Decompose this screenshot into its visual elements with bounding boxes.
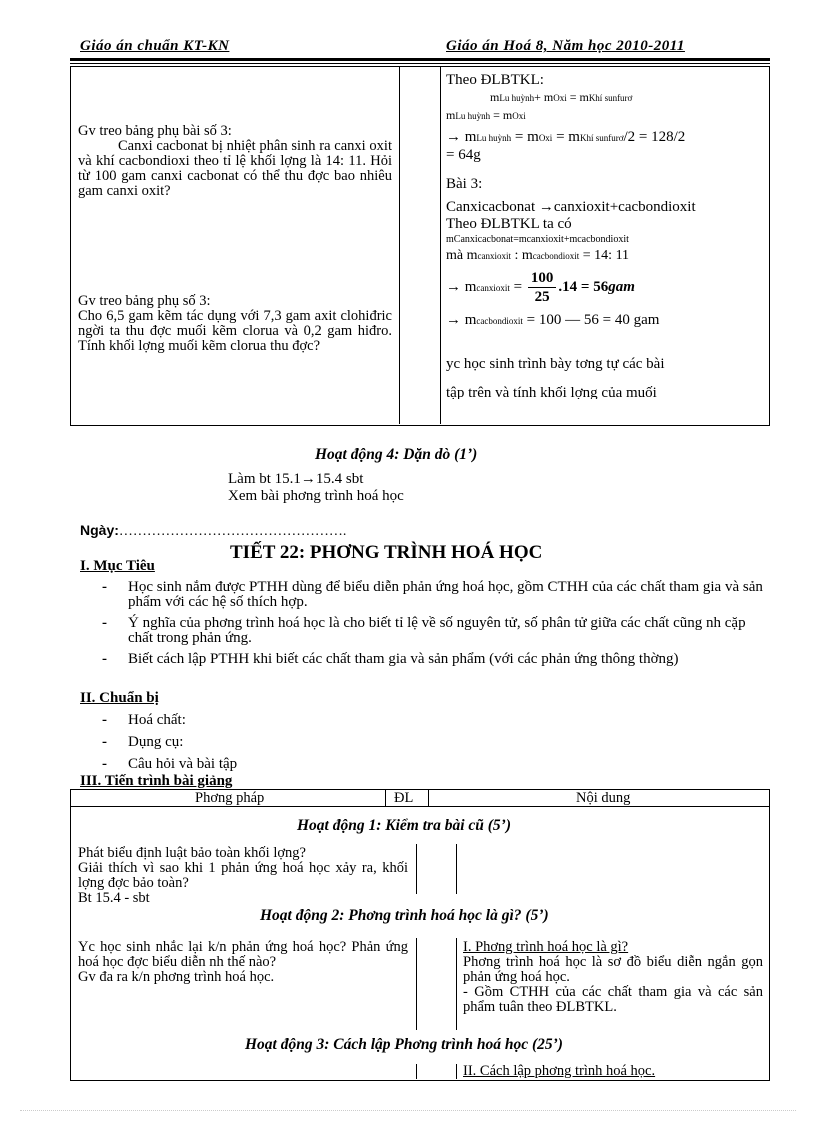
list-item: - Biết cách lập PTHH khi biết các chất tham gia và sản phẩm (với các phản ứng thông thờng) (102, 651, 679, 667)
hd2-right: I. Phơng trình hoá học là gì? Phơng trình hoá học là sơ đồ biểu diễn ngắn gọn phản ứng hoá học. - Gồm CTHH của các chất tham gia và các sản phẩm tuân theo ĐLBTKL. (463, 939, 763, 1015)
fraction: $\frac{100}{25}$ (528, 269, 557, 306)
list-item: - Ý nghĩa của phơng trình hoá học là cho biết tỉ lệ về số nguyên tử, số phân tử giữa các chất cũng nh cặp chất trong phản ứng. (102, 615, 746, 646)
hd1-content: Phát biểu định luật bảo toàn khối lợng? Giải thích vì sao khi 1 phản ứng hoá học xảy ra, khối lợng đợc bảo toàn? Bt 15.4 - sbt (78, 845, 408, 906)
top-table-divider-2 (440, 66, 441, 424)
header-rule-thin (70, 63, 770, 64)
list-item: - Học sinh nắm được PTHH dùng để biểu diễn phản ứng hoá học, gồm CTHH của các chất tham gia và sản phẩm với các hệ số thích hợp. (102, 579, 763, 610)
mass-result: = 64g (446, 147, 481, 163)
muc-tieu-list (102, 579, 768, 667)
hd2-left: Yc học sinh nhắc lại k/n phản ứng hoá học? Phản ứng hoá học đợc biểu diễn nh thế nào? Gv đa ra k/n phơng trình hoá học. (78, 939, 408, 985)
top-table-divider-1 (399, 66, 400, 424)
question-2 (78, 294, 392, 354)
list-item: - Dụng cụ: (102, 734, 184, 750)
hd1-divider-1 (416, 844, 417, 894)
header-right: Giáo án Hoá 8, Năm học 2010-2011 (446, 38, 685, 54)
col-dl: ĐL (394, 790, 414, 806)
lesson-table-divider-header-2 (428, 789, 429, 806)
instruction-line-2: tập trên và tính khối lợng của muối (446, 385, 657, 399)
theo-dlbtkl: Theo ĐLBTKL: (446, 72, 544, 88)
cao-calculation: → mcanxioxit = $\frac{100}{25}$ .14 = 56gam (446, 270, 635, 305)
hd3-divider-1 (416, 1064, 417, 1079)
hd2-divider-1 (416, 938, 417, 1030)
hd2-divider-2 (456, 938, 457, 1030)
date-dots: …………………………………………. (118, 524, 347, 539)
reaction-equation: Canxicacbonat →canxioxit+cacbondioxit (446, 199, 696, 215)
question-1 (78, 124, 392, 199)
date-label: Ngày: (80, 522, 119, 538)
hd4-line-1: Làm bt 15.1→15.4 sbt (228, 471, 364, 487)
col-phuong-phap: Phơng pháp (195, 790, 265, 806)
lesson-table-divider-header-1 (385, 789, 386, 806)
question-1-intro: Gv treo bảng phụ bài số 3: (78, 123, 232, 139)
arrow-icon: → (538, 199, 554, 215)
ratio-line: mà mcanxioxit : mcacbondioxit = 14: 11 (446, 248, 630, 263)
co2-calculation: → mcacbondioxit = 100 — 56 = 40 gam (446, 312, 660, 328)
mass-equation-2: mLu huỳnh = mOxi (446, 108, 526, 122)
question-1-text: Canxi cacbonat bị nhiệt phân sinh ra canxi oxit và khí cacbondioxi theo tỉ lệ khối lợng là 14: 11. Hỏi từ 100 gam canxi cacbonat có thể thu đợc bao nhiêu gam canxi oxit? (78, 138, 392, 199)
question-2-text: Cho 6,5 gam kẽm tác dụng với 7,3 gam axit clohiđric ngời ta thu đợc muối kẽm clorua và 0,2 gam hiđro. Tính khối lợng muối kẽm clorua thu đợc? (78, 308, 392, 354)
hd1-title: Hoạt động 1: Kiểm tra bài cũ (5’) (297, 817, 511, 834)
hd3-divider-2 (456, 1064, 457, 1079)
hd4-line-2: Xem bài phơng trình hoá học (228, 488, 404, 504)
answer-column (446, 72, 764, 399)
header-left: Giáo án chuẩn KT-KN (80, 38, 230, 54)
question-2-intro: Gv treo bảng phụ số 3: (78, 293, 211, 309)
section-chuan-bi: II. Chuẩn bị (80, 690, 159, 706)
hd3-right-head: II. Cách lập phơng trình hoá học. (463, 1063, 656, 1079)
instruction-line-1: yc học sinh trình bày tơng tự các bài (446, 356, 665, 372)
list-item: - Câu hỏi và bài tập (102, 756, 238, 772)
lesson-table-header-rule (70, 806, 770, 807)
hd3-title: Hoạt động 3: Cách lập Phơng trình hoá học (25’) (245, 1036, 563, 1053)
footer-rule (20, 1110, 796, 1111)
hd2-title: Hoạt động 2: Phơng trình hoá học là gì? (5’) (260, 907, 549, 924)
hd4-title: Hoạt động 4: Dặn dò (1’) (315, 446, 478, 463)
section-muc-tieu: I. Mục Tiêu (80, 558, 155, 574)
chuan-bi-list (102, 712, 528, 773)
mass-equation-3: → mLu huỳnh = mOxi = mKhí sunfurơ/2 = 128/2 (446, 129, 686, 145)
theo-dlbtkl-ta-co: Theo ĐLBTKL ta có (446, 216, 572, 232)
mass-conservation: mCanxicacbonat=mcanxioxit+mcacbondioxit (446, 234, 629, 245)
list-item: - Hoá chất: (102, 712, 186, 728)
header-rule-thick (70, 58, 770, 61)
date-line (80, 522, 346, 540)
hd1-divider-2 (456, 844, 457, 894)
bai-3-label: Bài 3: (446, 176, 483, 192)
mass-equation-1: mLu huỳnh+ mOxi = mKhí sunfurơ (490, 90, 633, 104)
lesson-title: TIẾT 22: PHƠNG TRÌNH HOÁ HỌC (230, 542, 543, 563)
arrow-icon: → (300, 471, 316, 487)
col-noi-dung: Nội dung (576, 790, 631, 806)
section-tien-trinh: III. Tiến trình bài giảng (80, 773, 233, 789)
